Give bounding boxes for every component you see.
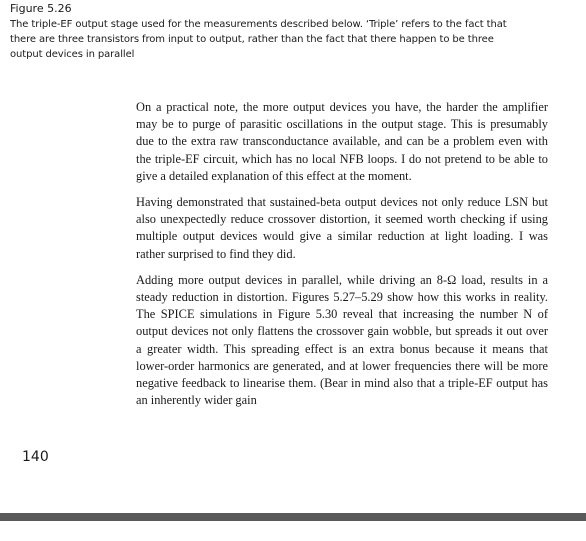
figure-caption-line: The triple-EF output stage used for the measurements described below. ‘Triple’ refers to the fact that: [10, 19, 507, 30]
body-text: [136, 99, 548, 418]
page-number: 140: [22, 449, 49, 465]
paragraph: Having demonstrated that sustained-beta output devices not only reduce LSN but also unexpectedly reduce crossover distortion, it seemed worth checking if using multiple output devices would give a similar reduction at light loading. I was rather surprised to find they did.: [136, 195, 548, 261]
figure-caption-line: output devices in parallel: [10, 49, 135, 60]
figure-caption-line: there are three transistors from input to output, rather than the fact that there happen to be three: [10, 34, 494, 45]
paragraph: On a practical note, the more output devices you have, the harder the amplifier may be to purge of parasitic oscillations in the output stage. This is presumably due to the extra raw transconductance available, and can be a problem even with the triple-EF circuit, which has no local NFB loops. I do not pretend to be able to give a detailed explanation of this effect at the moment.: [136, 100, 548, 183]
bottom-divider-bar: [0, 513, 586, 521]
paragraph: Adding more output devices in parallel, while driving an 8-Ω load, results in a steady reduction in distortion. Figures 5.27–5.29 show how this works in reality. The SPICE simulations in Figure 5.30 reveal that increasing the number N of output devices not only flattens the crossover gain wobble, but spreads it out over a greater width. This spreading effect is an extra bonus because it means that lower-order harmonics are generated, and at lower frequencies there will be more negative feedback to linearise them. (Bear in mind also that a triple-EF output has an inherently wider gain: [136, 272, 548, 408]
figure-caption: [10, 0, 570, 62]
figure-label: Figure 5.26: [10, 2, 72, 15]
